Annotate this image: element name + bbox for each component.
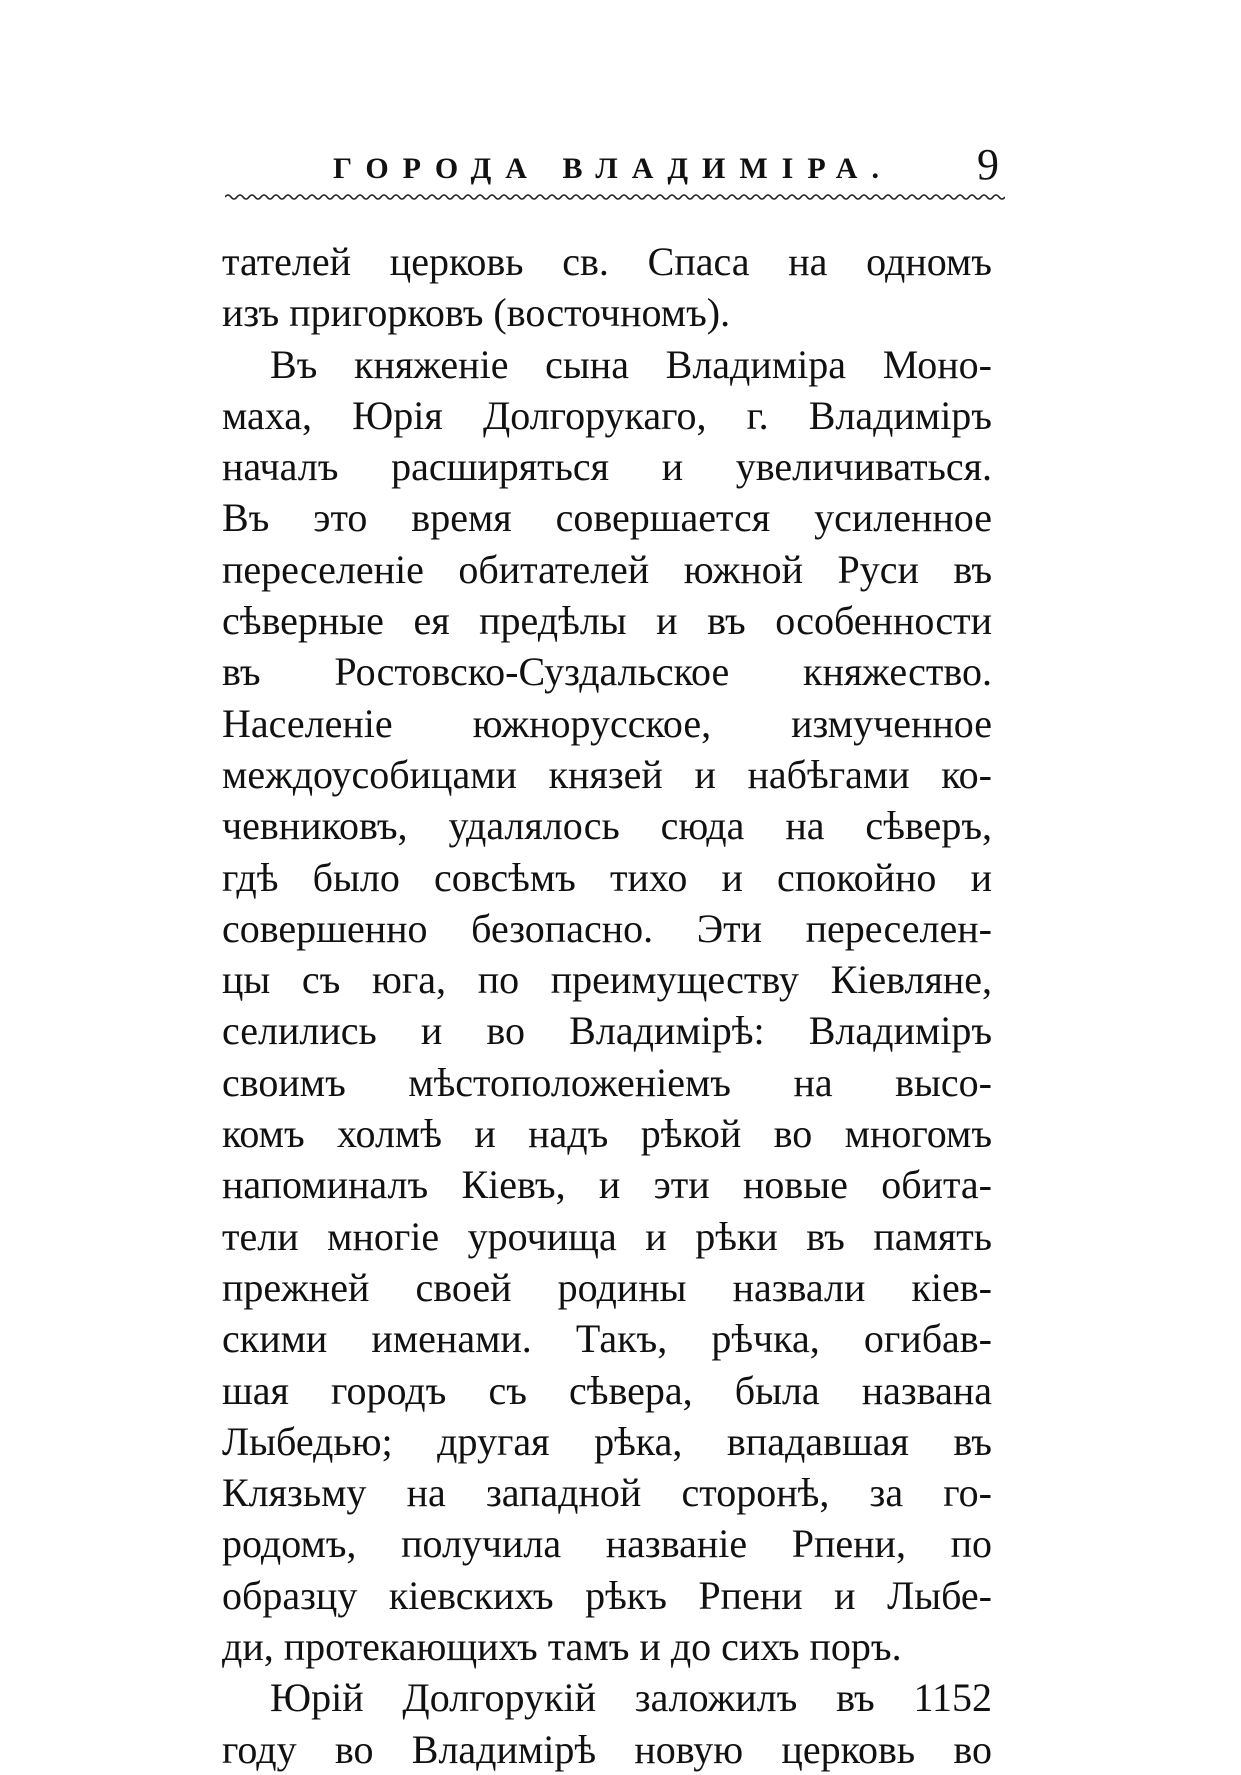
text-line: прежней своей родины назвали кіев-	[222, 1264, 992, 1310]
text-line: Въ это время совершается усиленное	[222, 495, 992, 541]
page-number: 9	[977, 140, 999, 189]
text-line: изъ пригорковъ (восточномъ).	[222, 290, 731, 336]
text-line: началъ расширяться и увеличиваться.	[222, 444, 992, 490]
text-line: тели многіе урочища и рѣки въ память	[222, 1213, 992, 1259]
text-line: переселеніе обитателей южной Руси въ	[222, 546, 992, 592]
text-line: Лыбедью; другая рѣка, впадавшая въ	[222, 1418, 992, 1464]
running-head	[225, 140, 1005, 190]
text-line: комъ холмѣ и надъ рѣкой во многомъ	[222, 1111, 992, 1157]
text-line: родомъ, получила названіе Рпени, по	[222, 1521, 992, 1567]
text-line: ди, протекающихъ тамъ и до сихъ поръ.	[222, 1624, 902, 1670]
text-line: цы съ юга, по преимуществу Кіевляне,	[222, 957, 992, 1003]
text-line: маха, Юрія Долгорукаго, г. Владиміръ	[222, 392, 992, 438]
text-line: тателей церковь св. Спаса на одномъ	[222, 239, 992, 284]
body-text	[222, 236, 992, 1775]
text-line: образцу кіевскихъ рѣкъ Рпени и Лыбе-	[222, 1572, 992, 1618]
wavy-rule-ornament	[225, 190, 1005, 204]
text-line: Юрій Долгорукій заложилъ въ 1152	[270, 1675, 992, 1721]
text-line: въ Ростовско-Суздальское княжество.	[222, 649, 992, 695]
text-line: междоусобицами князей и набѣгами ко-	[222, 751, 992, 797]
text-line: селились и во Владимірѣ: Владиміръ	[222, 1008, 992, 1054]
text-line: Въ княженіе сына Владиміра Моно-	[270, 341, 992, 387]
text-line: году во Владимірѣ новую церковь во	[222, 1726, 992, 1772]
text-line: напоминалъ Кіевъ, и эти новые обита-	[222, 1162, 992, 1208]
running-title: ГОРОДА ВЛАДИМІРА.	[333, 152, 893, 185]
text-line: сѣверные ея предѣлы и въ особенности	[222, 598, 992, 644]
text-line: чевниковъ, удалялось сюда на сѣверъ,	[222, 803, 992, 849]
text-line: своимъ мѣстоположеніемъ на высо-	[222, 1059, 992, 1105]
text-line: гдѣ было совсѣмъ тихо и спокойно и	[222, 854, 992, 900]
text-line: скими именами. Такъ, рѣчка, огибав-	[222, 1316, 992, 1362]
text-line: Клязьму на западной сторонѣ, за го-	[222, 1470, 992, 1516]
text-line: совершенно безопасно. Эти переселен-	[222, 905, 992, 951]
text-line: шая городъ съ сѣвера, была названа	[222, 1367, 992, 1413]
text-line: Населеніе южнорусское, измученное	[222, 700, 992, 746]
